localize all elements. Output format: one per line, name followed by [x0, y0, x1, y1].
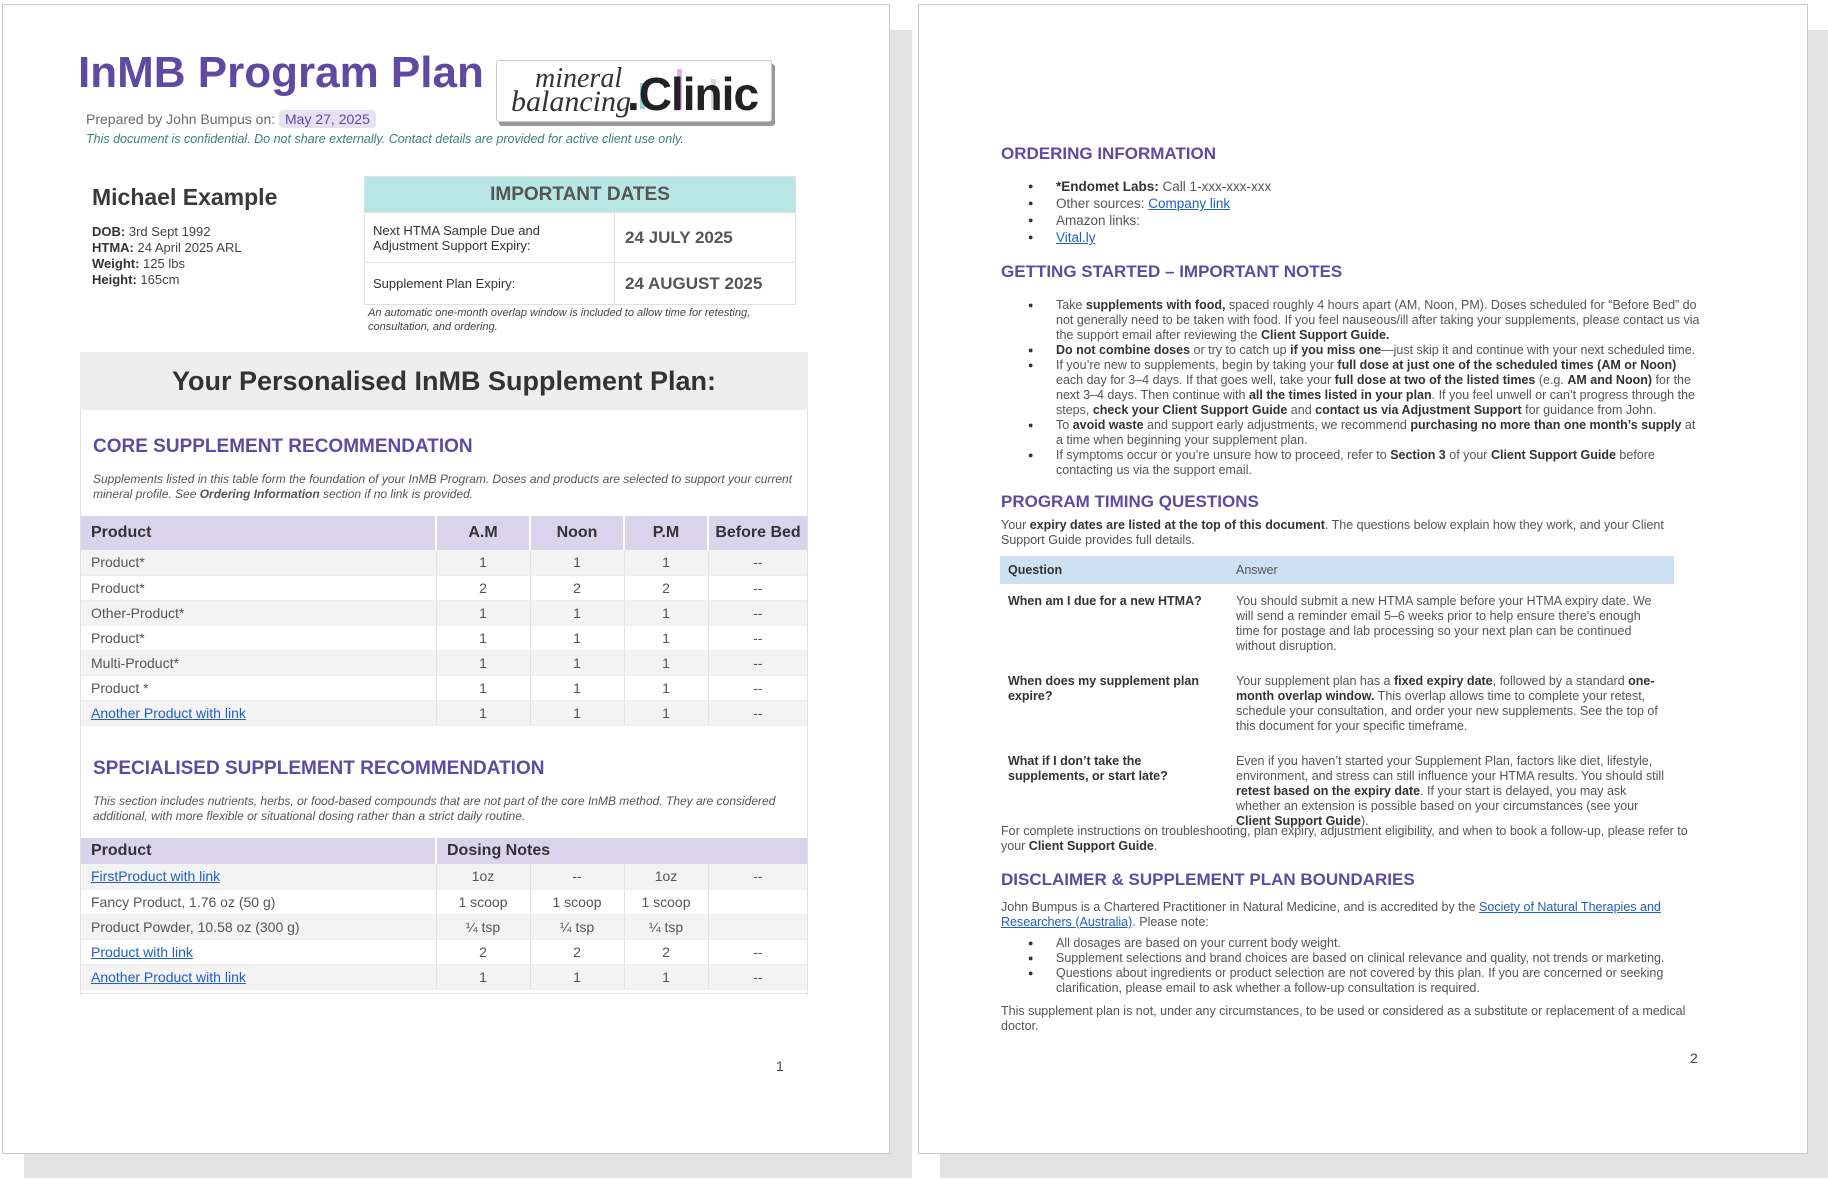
table-row	[81, 700, 807, 725]
disclaimer-title: DISCLAIMER & SUPPLEMENT PLAN BOUNDARIES	[1001, 870, 1415, 889]
product-name: Product*	[81, 550, 436, 575]
list-item: ● Other sources: Company link	[1028, 195, 1668, 212]
disclaimer-intro: John Bumpus is a Chartered Practitioner in Natural Medicine, and is accredited by the Society of Natural Therapies and Researchers (Australia). Please note:	[1001, 900, 1661, 929]
dose-am: 1 scoop	[436, 889, 530, 914]
question-cell: When does my supplement plan expire?	[1008, 674, 1199, 703]
dose-pm: ¼ tsp	[624, 914, 708, 939]
client-dob: DOB: 3rd Sept 1992	[92, 224, 211, 239]
disclaimer-final: This supplement plan is not, under any circumstances, to be used or considered as a substitute or replacement of a medical doctor.	[1001, 1004, 1686, 1033]
dose-noon: 2	[530, 939, 624, 964]
col-question: Question	[1000, 556, 1228, 584]
dose-before-bed: --	[708, 864, 807, 889]
getting-started-title: GETTING STARTED – IMPORTANT NOTES	[1001, 262, 1343, 281]
snatr-link[interactable]: Society of Natural Therapies and Researchers (Australia)	[1001, 900, 1661, 929]
dose-before-bed: --	[708, 575, 807, 600]
core-col-noon: Noon	[530, 516, 624, 550]
dose-noon: 1	[530, 550, 624, 575]
timing-table-header	[1000, 556, 1674, 584]
dose-am: 1	[436, 550, 530, 575]
answer-cell: You should submit a new HTMA sample before your HTMA expiry date. We will send a reminder email 5–6 weeks prior to help ensure there's enough time for postage and lab processing so your next plan can be continued without disruption.	[1236, 594, 1652, 653]
dose-before-bed: --	[708, 700, 807, 725]
core-col-pm: P.M	[624, 516, 708, 550]
col-answer: Answer	[1228, 556, 1674, 584]
client-weight: Weight: 125 lbs	[92, 256, 185, 271]
product-link[interactable]: Another Product with link	[91, 968, 246, 985]
table-row	[81, 575, 807, 600]
dose-before-bed	[708, 914, 807, 939]
table-row	[81, 600, 807, 625]
table-row	[81, 864, 807, 889]
dose-noon: 1	[530, 600, 624, 625]
client-htma: HTMA: 24 April 2025 ARL	[92, 240, 242, 255]
answer-cell: Your supplement plan has a fixed expiry date, followed by a standard one-month overlap window. This overlap allows time to complete your retest, schedule your consultation, and order your new supplements. See the top of this document for your specific timeframe.	[1236, 674, 1658, 733]
core-col-before-bed: Before Bed	[708, 516, 807, 550]
product-link-cell	[81, 964, 436, 989]
company-link[interactable]: Company link	[1148, 196, 1231, 211]
confidential-notice: This document is confidential. Do not share externally. Contact details are provided for active client use only.	[86, 132, 684, 146]
prepared-date-chip[interactable]: May 27, 2025	[279, 110, 376, 128]
page-1-shadow-side	[890, 30, 912, 1178]
ordering-info-list	[1028, 178, 1668, 246]
product-name: Product*	[81, 575, 436, 600]
dose-pm: 1	[624, 700, 708, 725]
overlap-window-note: An automatic one-month overlap window is included to allow time for retesting, consultation, and ordering.	[368, 307, 751, 333]
product-link[interactable]: Product with link	[91, 943, 193, 960]
dose-pm: 1	[624, 600, 708, 625]
dose-pm: 1	[624, 550, 708, 575]
logo-word-clinic: .Clinic	[627, 68, 759, 120]
dose-noon: 1	[530, 675, 624, 700]
document-title: InMB Program Plan	[78, 48, 484, 97]
list-item	[1028, 229, 1668, 246]
list-item: ● *Endomet Labs: Call 1-xxx-xxx-xxx	[1028, 178, 1668, 195]
dose-before-bed: --	[708, 600, 807, 625]
dose-pm: 1	[624, 625, 708, 650]
dose-am: 2	[436, 939, 530, 964]
dose-am: 1	[436, 675, 530, 700]
dose-am: 1	[436, 964, 530, 989]
question-cell: When am I due for a new HTMA?	[1008, 594, 1202, 608]
dose-noon: 1	[530, 650, 624, 675]
dose-am: 2	[436, 575, 530, 600]
table-row	[81, 625, 807, 650]
client-details	[92, 224, 242, 288]
vitally-link[interactable]: Vital.ly	[1056, 230, 1096, 245]
specialised-supplement-table	[81, 838, 807, 990]
core-section-title: CORE SUPPLEMENT RECOMMENDATION	[93, 436, 473, 457]
product-link[interactable]: FirstProduct with link	[91, 868, 221, 885]
dose-noon: 1	[530, 625, 624, 650]
dose-before-bed	[708, 889, 807, 914]
list-item: ● All dosages are based on your current body weight.	[1028, 936, 1690, 951]
dose-am: 1	[436, 625, 530, 650]
core-supplement-table	[81, 516, 807, 726]
product-link[interactable]: Another Product with link	[91, 704, 246, 721]
logo-word-mineral: mineral	[535, 63, 623, 94]
product-link-cell	[81, 939, 436, 964]
ordering-info-title: ORDERING INFORMATION	[1001, 144, 1217, 163]
table-row	[1000, 584, 1674, 664]
dose-am: 1oz	[436, 864, 530, 889]
dose-before-bed: --	[708, 939, 807, 964]
list-item: ● Amazon links:	[1028, 212, 1668, 229]
dose-pm: 1	[624, 675, 708, 700]
getting-started-list	[1028, 298, 1700, 478]
dose-pm: 1oz	[624, 864, 708, 889]
dose-am: ¼ tsp	[436, 914, 530, 939]
timing-questions-table	[1000, 556, 1674, 839]
mineral-balancing-clinic-logo	[496, 60, 772, 122]
core-col-product: Product	[81, 516, 436, 550]
question-cell: What if I don’t take the supplements, or start late?	[1008, 754, 1168, 783]
specialised-table-header	[81, 838, 807, 864]
product-name: Multi-Product*	[81, 650, 436, 675]
dose-am: 1	[436, 600, 530, 625]
dose-noon: ¼ tsp	[530, 914, 624, 939]
list-item: ● To avoid waste and support early adjustments, we recommend purchasing no more than one month’s supply at a time when beginning your supplement plan.	[1028, 418, 1700, 448]
table-row	[81, 675, 807, 700]
dose-pm: 2	[624, 575, 708, 600]
table-row	[81, 964, 807, 989]
dose-before-bed: --	[708, 675, 807, 700]
product-name: Other-Product*	[81, 600, 436, 625]
dose-pm: 1 scoop	[624, 889, 708, 914]
specialised-section-description: This section includes nutrients, herbs, or food-based compounds that are not part of the core InMB method. They are considered additional, with more flexible or situational dosing rather than a strict daily routine.	[93, 794, 776, 823]
core-table-header	[81, 516, 807, 550]
specialised-section-title: SPECIALISED SUPPLEMENT RECOMMENDATION	[93, 758, 545, 779]
product-link-cell	[81, 864, 436, 889]
next-htma-label: Next HTMA Sample Due and Adjustment Support Expiry:	[365, 213, 615, 263]
dose-before-bed: --	[708, 625, 807, 650]
prepared-by-line	[86, 110, 376, 128]
next-htma-date: 24 JULY 2025	[615, 213, 796, 263]
page-number-2: 2	[1690, 1050, 1698, 1066]
dose-before-bed: --	[708, 964, 807, 989]
dose-pm: 2	[624, 939, 708, 964]
client-name: Michael Example	[92, 184, 278, 210]
dose-pm: 1	[624, 964, 708, 989]
answer-cell: Even if you haven’t started your Supplement Plan, factors like diet, lifestyle, environment, and stress can still influence your HTMA results. You should still retest based on the expiry date. If your start is delayed, you may ask whether an extension is possible based on your circumstances (see your Client Support Guide).	[1236, 754, 1664, 828]
dose-noon: 2	[530, 575, 624, 600]
logo-word-balancing: balancing	[511, 85, 631, 118]
program-timing-title: PROGRAM TIMING QUESTIONS	[1001, 492, 1259, 511]
client-height: Height: 165cm	[92, 272, 180, 287]
product-link-cell	[81, 700, 436, 725]
table-row	[81, 650, 807, 675]
prepared-by-label: Prepared by John Bumpus on:	[86, 111, 276, 127]
list-item: ● Do not combine doses or try to catch up if you miss one—just skip it and continue with your next scheduled time.	[1028, 343, 1700, 358]
dose-noon: --	[530, 864, 624, 889]
list-item: ● If you’re new to supplements, begin by taking your full dose at just one of the scheduled times (AM or Noon) each day for 3–4 days. If that goes well, take your full dose at two of the listed times (e.g. AM and Noon) for the next 3–4 days. Then continue with all the times listed in your plan. If you feel unwell or can’t progress through the steps, check your Client Support Guide and contact us via Adjustment Support for guidance from John.	[1028, 358, 1700, 418]
dose-noon: 1	[530, 700, 624, 725]
dose-before-bed: --	[708, 650, 807, 675]
dose-noon: 1 scoop	[530, 889, 624, 914]
dose-noon: 1	[530, 964, 624, 989]
table-row	[81, 889, 807, 914]
product-name: Fancy Product, 1.76 oz (50 g)	[81, 889, 436, 914]
product-name: Product Powder, 10.58 oz (300 g)	[81, 914, 436, 939]
dose-am: 1	[436, 650, 530, 675]
page-2-shadow	[940, 1150, 1808, 1178]
supplement-plan-heading: Your Personalised InMB Supplement Plan:	[80, 352, 808, 410]
disclaimer-list	[1028, 936, 1690, 996]
dose-am: 1	[436, 700, 530, 725]
plan-expiry-label: Supplement Plan Expiry:	[365, 263, 615, 305]
list-item: ● Questions about ingredients or product selection are not covered by this plan. If you are concerned or seeking clarification, please email to ask whether a follow-up consultation is required.	[1028, 966, 1690, 996]
important-dates-table	[364, 176, 796, 305]
product-name: Product*	[81, 625, 436, 650]
plan-expiry-date: 24 AUGUST 2025	[615, 263, 796, 305]
core-section-description: Supplements listed in this table form the foundation of your InMB Program. Doses and products are selected to support your current mineral profile. See Ordering Information section if no link is provided.	[93, 472, 793, 501]
core-col-am: A.M	[436, 516, 530, 550]
table-row	[81, 939, 807, 964]
list-item: ● Take supplements with food, spaced roughly 4 hours apart (AM, Noon, PM). Doses scheduled for “Before Bed” do not generally need to be taken with food. If you feel nauseous/ill after taking your supplements, please contact us via the support email after reviewing the Client Support Guide.	[1028, 298, 1700, 343]
important-dates-heading: IMPORTANT DATES	[365, 177, 796, 213]
special-col-dosing-notes: Dosing Notes	[436, 838, 807, 864]
special-col-product: Product	[81, 838, 436, 864]
timing-footer-note: For complete instructions on troubleshooting, plan expiry, adjustment eligibility, and when to book a follow-up, please refer to your Client Support Guide.	[1001, 824, 1688, 853]
table-row	[81, 550, 807, 575]
page-2-shadow-side	[1808, 30, 1828, 1178]
product-name: Product *	[81, 675, 436, 700]
dose-pm: 1	[624, 650, 708, 675]
table-row	[81, 914, 807, 939]
dose-before-bed: --	[708, 550, 807, 575]
page-1-shadow	[24, 1150, 896, 1178]
table-row	[1000, 664, 1674, 744]
page-number-1: 1	[776, 1058, 784, 1074]
list-item: ● If symptoms occur or you’re unsure how to proceed, refer to Section 3 of your Client Support Guide before contacting us via the support email.	[1028, 448, 1700, 478]
list-item: ● Supplement selections and brand choices are based on clinical relevance and quality, not trends or marketing.	[1028, 951, 1690, 966]
program-timing-intro: Your expiry dates are listed at the top of this document. The questions below explain how they work, and your Client Support Guide provides full details.	[1001, 518, 1664, 547]
